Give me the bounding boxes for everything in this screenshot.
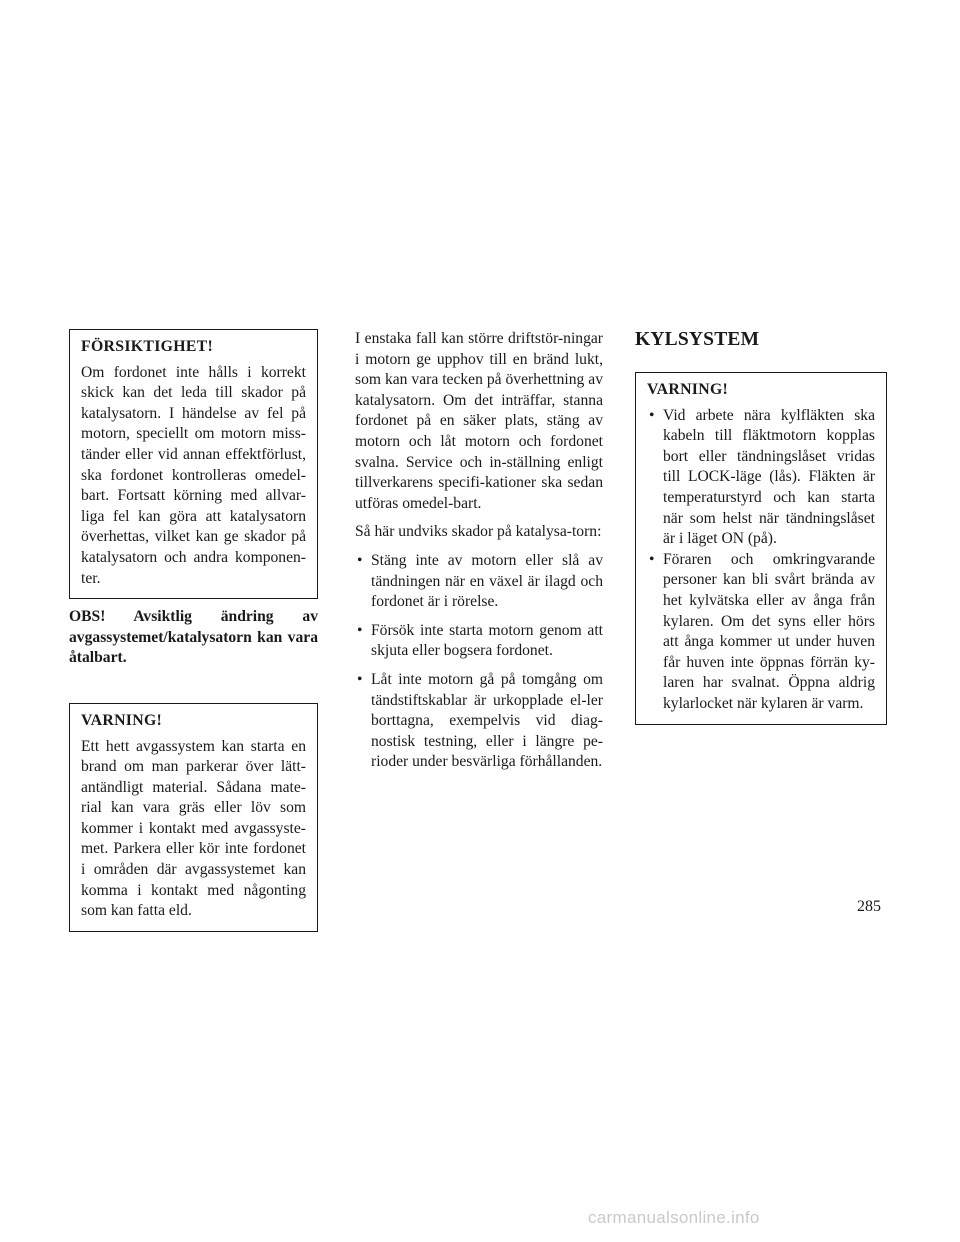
list-item-text: Föraren och omkringvarande personer kan bli svårt brända av het kylvätska eller av ånga från kylaren. Om det syns eller hörs att ånga kommer ut under huven får huven inte öppnas förrän ky-laren har svalnat. Öppna aldrig kylarlocket när kylaren är varm. — [663, 550, 875, 712]
right-column — [635, 329, 887, 725]
catalyst-tips-list — [355, 551, 603, 773]
list-item-text: Försök inte starta motorn genom att skjuta eller bogsera fordonet. — [371, 621, 603, 660]
list-item — [647, 406, 875, 550]
cooling-warning-title: VARNING! — [647, 381, 729, 398]
cooling-warning-box — [635, 372, 887, 725]
list-item-text: Stäng inte av motorn eller slå av tändningen när en växel är ilagd och fordonet är i rörelse. — [371, 551, 603, 611]
catalyst-intro-paragraph: I enstaka fall kan större driftstör-ningar i motorn ge upphov till en bränd lukt, som kan vara tecken på överhettning av katalysatorn. Om det inträffar, stanna fordonet på en säker plats, stäng av motorn och låt motorn och fordonet svalna. Service och in-ställning enligt tillverkarens specifi-kationer ska sedan utföras omedel-bart. — [355, 330, 603, 512]
list-item-text: Låt inte motorn gå på tomgång om tändstiftskablar är urkopplade el-ler borttagna, exempelvis vid diag-nostisk testning, eller i längre pe-rioder under besvärliga förhållanden. — [371, 670, 603, 771]
exhaust-warning-title: VARNING! — [81, 711, 163, 729]
bullet-icon: • — [357, 551, 363, 569]
watermark: carmanualsonline.info — [588, 1208, 760, 1227]
bullet-icon: • — [649, 550, 655, 568]
exhaust-warning-text: Ett hett avgassystem kan starta en brand om man parkerar över lätt-antändligt material. Sådana mate-rial kan vara gräs eller löv som kommer i kontakt med avgassyste-met. Parkera eller kör inte fordonet i områden där avgassystemet kan komma i kontakt med någonting som kan fatta eld. — [81, 737, 306, 920]
list-item-text: Vid arbete nära kylfläkten ska kabeln till fläktmotorn kopplas bort eller tändningslåset vridas till LOCK-läge (lås). Fläkten är temperaturstyrd och kan starta när som helst när tändningslåset är i läget ON (på). — [663, 406, 875, 548]
middle-column — [355, 329, 603, 781]
exhaust-warning-box — [69, 703, 318, 932]
list-item — [355, 621, 603, 662]
bullet-icon: • — [649, 406, 655, 424]
list-item — [355, 670, 603, 773]
caution-title: FÖRSIKTIGHET! — [81, 338, 214, 355]
caution-box — [69, 329, 318, 599]
section-heading: KYLSYSTEM — [635, 329, 760, 350]
bullet-icon: • — [357, 670, 363, 688]
obs-note: OBS! Avsiktlig ändring av avgassystemet/katalysatorn kan vara åtalbart. — [69, 608, 318, 667]
cooling-warning-list — [647, 406, 875, 715]
bullet-icon: • — [357, 621, 363, 639]
left-column — [69, 329, 318, 932]
list-item — [647, 550, 875, 715]
caution-text: Om fordonet inte hålls i korrekt skick kan det leda till skador på katalysatorn. I händelse av fel på motorn, speciellt om motorn miss-tänder eller vid annan effektförlust, ska fordonet kontrolleras omedel-bart. Fortsatt körning med allvar-liga fel kan göra att katalysatorn överhettas, vilket kan ge skador på katalysatorn och andra komponen-ter. — [81, 363, 306, 587]
page-number: 285 — [857, 898, 881, 915]
catalyst-lead-paragraph: Så här undviks skador på katalysa-torn: — [355, 523, 602, 541]
list-item — [355, 551, 603, 613]
